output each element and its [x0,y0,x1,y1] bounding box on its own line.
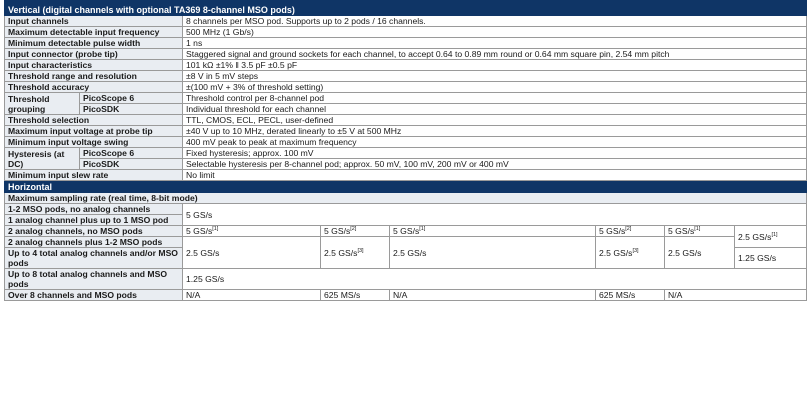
table-row [5,82,807,93]
row-value: 1 ns [183,38,807,49]
rate-cell: N/A [665,290,807,301]
table-row [5,237,807,248]
row-label: Minimum input voltage swing [5,137,183,148]
row-label: Up to 4 total analog channels and/or MSO pods [5,248,183,269]
row-label: 1 analog channel plus up to 1 MSO pod [5,215,183,226]
row-label: Over 8 channels and MSO pods [5,290,183,301]
row-value: Fixed hysteresis; approx. 100 mV [183,148,807,159]
table-row [5,60,807,71]
row-value: 5 GS/s [183,204,807,226]
rate-cell: 1.25 GS/s [735,248,807,269]
row-label: Threshold range and resolution [5,71,183,82]
row-label: Maximum detectable input frequency [5,27,183,38]
table-row [5,126,807,137]
sublabel-picosdk: PicoSDK [80,159,183,170]
table-row [5,204,807,215]
table-row [5,27,807,38]
table-row [5,290,807,301]
rate-cell: 5 GS/s[2] [321,226,390,237]
row-label: Input characteristics [5,60,183,71]
row-value: ±(100 mV + 3% of threshold setting) [183,82,807,93]
rate-cell: 2.5 GS/s[1] [735,226,807,248]
row-value: 500 MHz (1 Gb/s) [183,27,807,38]
row-label: Input connector (probe tip) [5,49,183,60]
rate-cell: 5 GS/s[2] [596,226,665,237]
table-row [5,71,807,82]
hysteresis-label: Hysteresis (at DC) [5,148,80,170]
row-label: Up to 8 total analog channels and MSO pods [5,269,183,290]
row-value: ±8 V in 5 mV steps [183,71,807,82]
row-label: Threshold accuracy [5,82,183,93]
rate-cell: 5 GS/s[1] [665,226,735,237]
row-value: 8 channels per MSO pod. Supports up to 2 pods / 16 channels. [183,16,807,27]
row-value: Individual threshold for each channel [183,104,807,115]
table-row [5,38,807,49]
table-row [5,159,807,170]
sublabel-picoscope: PicoScope 6 [80,148,183,159]
section-header-vertical [5,4,807,16]
table-row [5,137,807,148]
row-label: Minimum input slew rate [5,170,183,181]
row-label: Input channels [5,16,183,27]
rate-cell: N/A [390,290,596,301]
section-header-horizontal [5,181,807,193]
row-value: Selectable hysteresis per 8-channel pod; approx. 50 mV, 100 mV, 200 mV or 400 mV [183,159,807,170]
rate-cell: 625 MS/s [321,290,390,301]
row-value: No limit [183,170,807,181]
specs-table [4,0,807,301]
horizontal-header: Horizontal [5,181,807,193]
table-row [5,93,807,104]
row-label: Minimum detectable pulse width [5,38,183,49]
rate-cell: 2.5 GS/s [665,237,735,269]
row-value: TTL, CMOS, ECL, PECL, user-defined [183,115,807,126]
threshold-grouping-label: Threshold grouping [5,93,80,115]
row-value: Threshold control per 8-channel pod [183,93,807,104]
table-row [5,170,807,181]
table-row [5,16,807,27]
rate-cell: 2.5 GS/s[3] [321,237,390,269]
table-row [5,115,807,126]
table-row [5,193,807,204]
rate-cell: 2.5 GS/s [390,237,596,269]
table-row [5,269,807,290]
row-value: 101 kΩ ±1% ǁ 3.5 pF ±0.5 pF [183,60,807,71]
rate-cell: 2.5 GS/s [183,237,321,269]
table-row [5,148,807,159]
rate-cell: 5 GS/s[1] [390,226,596,237]
row-value: Staggered signal and ground sockets for each channel, to accept 0.64 to 0.89 mm round or 0.64 mm square pin, 2.54 mm pitch [183,49,807,60]
max-sampling-label: Maximum sampling rate (real time, 8-bit mode) [5,193,807,204]
rate-cell: 625 MS/s [596,290,665,301]
row-label: 1-2 MSO pods, no analog channels [5,204,183,215]
rate-cell: 2.5 GS/s[3] [596,237,665,269]
table-row [5,49,807,60]
sublabel-picosdk: PicoSDK [80,104,183,115]
row-label: Maximum input voltage at probe tip [5,126,183,137]
table-row [5,226,807,237]
row-label: 2 analog channels, no MSO pods [5,226,183,237]
sublabel-picoscope: PicoScope 6 [80,93,183,104]
row-label: 2 analog channels plus 1-2 MSO pods [5,237,183,248]
row-value: ±40 V up to 10 MHz, derated linearly to ±5 V at 500 MHz [183,126,807,137]
rate-cell: N/A [183,290,321,301]
row-value: 400 mV peak to peak at maximum frequency [183,137,807,148]
table-row [5,104,807,115]
rate-cell: 5 GS/s[1] [183,226,321,237]
row-value: 1.25 GS/s [183,269,807,290]
row-label: Threshold selection [5,115,183,126]
vertical-header: Vertical (digital channels with optional TA369 8-channel MSO pods) [5,4,807,16]
